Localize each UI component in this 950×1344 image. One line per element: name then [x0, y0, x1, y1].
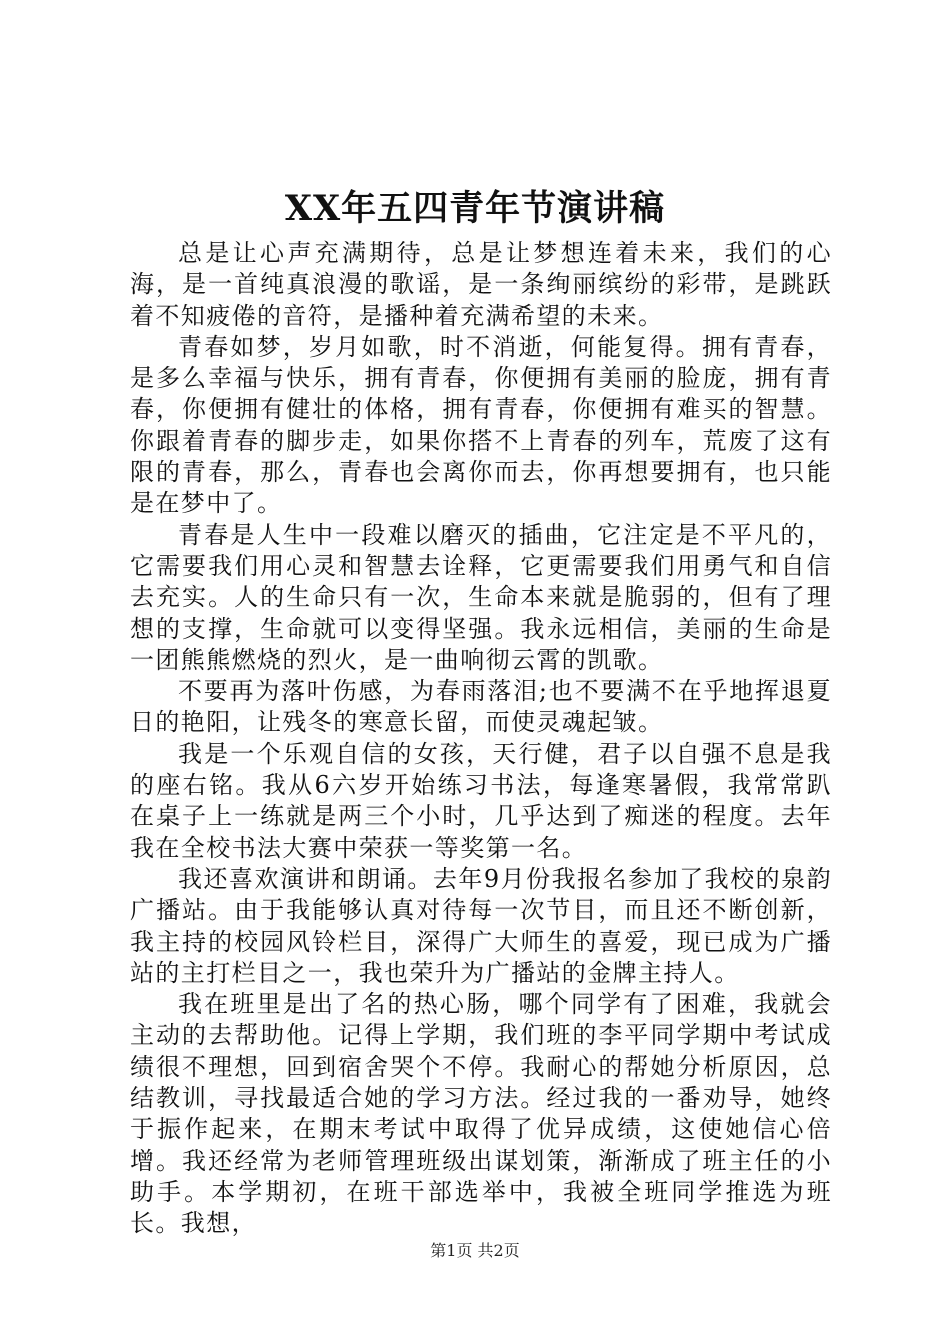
document-body	[130, 238, 832, 1240]
paragraph: 我在班里是出了名的热心肠，哪个同学有了困难，我就会主动的去帮助他。记得上学期，我们班的李平同学期中考试成绩很不理想，回到宿舍哭个不停。我耐心的帮她分析原因，总结教训，寻找最适合她的学习方法。经过我的一番劝导，她终于振作起来，在期末考试中取得了优异成绩，这使她信心倍增。我还经常为老师管理班级出谋划策，渐渐成了班主任的小助手。本学期初，在班干部选举中，我被全班同学推选为班长。我想，	[130, 990, 832, 1238]
paragraph: 我是一个乐观自信的女孩，天行健，君子以自强不息是我的座右铭。我从6六岁开始练习书法，每逢寒暑假，我常常趴在桌子上一练就是两三个小时，几乎达到了痴迷的程度。去年我在全校书法大赛中荣获一等奖第一名。	[130, 739, 832, 862]
paragraph: 我还喜欢演讲和朗诵。去年9月份我报名参加了我校的泉韵广播站。由于我能够认真对待每一次节目，而且还不断创新，我主持的校园风铃栏目，深得广大师生的喜爱，现已成为广播站的主打栏目之一，我也荣升为广播站的金牌主持人。	[130, 864, 832, 987]
paragraph: 青春是人生中一段难以磨灭的插曲，它注定是不平凡的，它需要我们用心灵和智慧去诠释，它更需要我们用勇气和自信去充实。人的生命只有一次，生命本来就是脆弱的，但有了理想的支撑，生命就可以变得坚强。我永远相信，美丽的生命是一团熊熊燃烧的烈火，是一曲响彻云霄的凯歌。	[130, 520, 832, 674]
paragraph: 青春如梦，岁月如歌，时不消逝，何能复得。拥有青春，是多么幸福与快乐，拥有青春，你便拥有美丽的脸庞，拥有青春，你便拥有健壮的体格，拥有青春，你便拥有难买的智慧。你跟着青春的脚步走，如果你搭不上青春的列车，荒废了这有限的青春，那么，青春也会离你而去，你再想要拥有，也只能是在梦中了。	[130, 332, 832, 518]
paragraph: 总是让心声充满期待，总是让梦想连着未来，我们的心海，是一首纯真浪漫的歌谣，是一条绚丽缤纷的彩带，是跳跃着不知疲倦的音符，是播种着充满希望的未来。	[130, 239, 832, 330]
page-number-footer: 第1页 共2页	[430, 1241, 520, 1260]
document-title: XX年五四青年节演讲稿	[284, 188, 666, 229]
paragraph: 不要再为落叶伤感，为春雨落泪;也不要满不在乎地挥退夏日的艳阳，让残冬的寒意长留，而使灵魂起皱。	[130, 677, 832, 737]
